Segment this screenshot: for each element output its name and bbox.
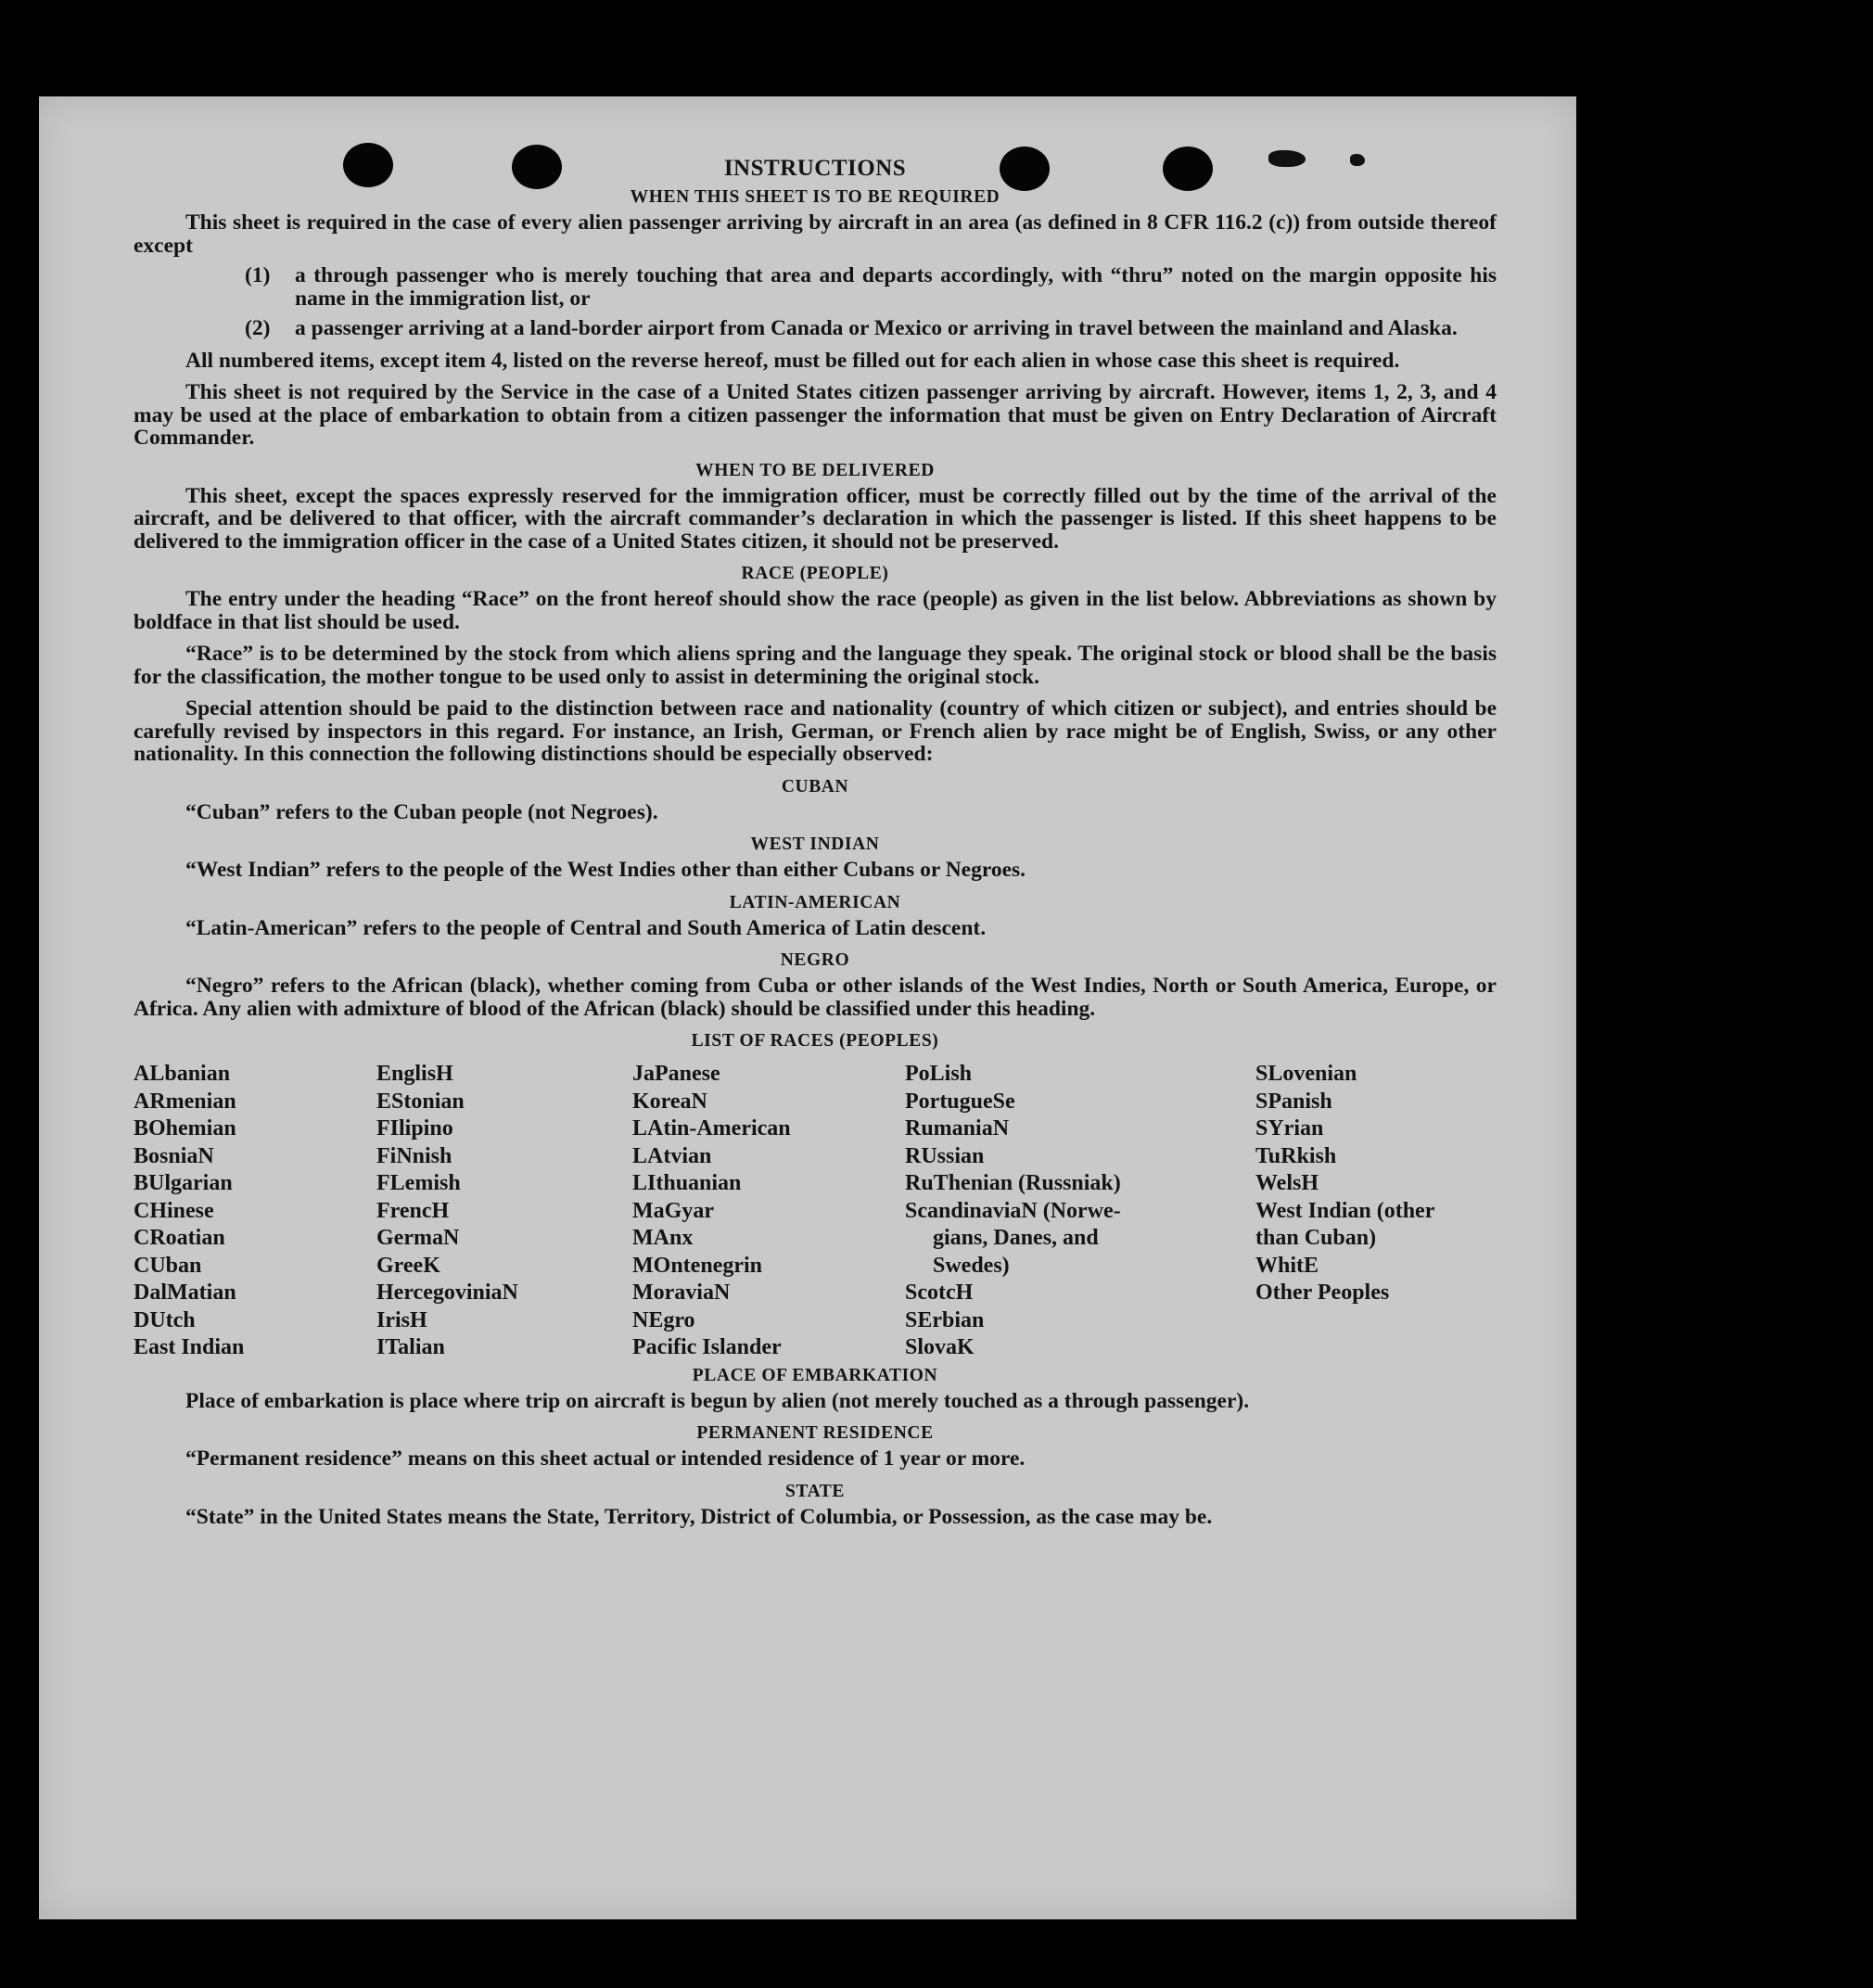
race-entry: MaGyar [632, 1198, 714, 1223]
race-entry: LIthuanian [632, 1171, 742, 1195]
delivered-paragraph: This sheet, except the spaces expressly reserved for the immigration officer, must be correctly filled out by the time of the arrival of the aircraft, and be delivered to that officer, with the aircraft commander’s declaration in which the passenger is listed. If this sheet happens to be delivered to the immigration officer in the case of a United States citizen, it should not be preserved. [134, 483, 1497, 554]
citizen-paragraph: This sheet is not required by the Service in the case of a United States citizen passenger arriving by aircraft. However, items 1, 2, 3, and 4 may be used at the place of embarkation to obtain from a citizen passenger the information that must be given on Entry Declaration of Aircraft Commander. [134, 380, 1497, 450]
races-column-4 [905, 1061, 1255, 1362]
latin-american-definition: “Latin-American” refers to the people of Central and South America of Latin descent. [185, 915, 987, 940]
race-entry: RumaniaN [905, 1116, 1010, 1141]
section-heading-residence: PERMANENT RESIDENCE [696, 1423, 934, 1443]
section-heading-negro: NEGRO [780, 950, 850, 970]
race-entry: ScotcH [905, 1281, 974, 1305]
race-entry: CUban [134, 1253, 202, 1278]
instructions-content [134, 154, 1497, 1528]
race-entry: IrisH [376, 1307, 427, 1332]
race-entry: WhitE [1255, 1253, 1319, 1278]
race-entry: BosniaN [134, 1143, 214, 1168]
race-entry: HercegovinіaN [376, 1281, 518, 1305]
exception-item [245, 264, 1497, 310]
race-entry: FLemish [376, 1171, 461, 1195]
race-entry: LAtin-American [632, 1116, 791, 1141]
race-entry: ALbanian [134, 1062, 231, 1086]
section-heading-west-indian: WEST INDIAN [750, 835, 880, 854]
section-heading-cuban: CUBAN [781, 776, 849, 796]
race-entry: WelsH [1255, 1171, 1319, 1195]
race-entry: SErbian [905, 1307, 985, 1332]
race-entry: SYrian [1255, 1116, 1324, 1141]
race-entry: DUtch [134, 1307, 196, 1332]
section-heading-latin-american: LATIN-AMERICAN [729, 892, 901, 912]
race-entry: MAnx [632, 1226, 694, 1250]
exception-number: (1) [245, 263, 271, 287]
page-title: INSTRUCTIONS [723, 156, 907, 181]
race-entry: FiNnish [376, 1143, 452, 1168]
section-heading-embarkation: PLACE OF EMBARKATION [692, 1365, 938, 1385]
race-entry: West Indian (other [1255, 1198, 1435, 1223]
section-heading-state: STATE [784, 1481, 846, 1501]
race-entry-continued: gians, Danes, and [933, 1226, 1099, 1250]
race-entry: SPanish [1255, 1089, 1332, 1114]
negro-definition: “Negro” refers to the African (black), whether coming from Cuba or other islands of the West Indies, North or South America, Europe, or Africa. Any alien with admixture of blood of the African (black) should be classified under this heading. [134, 974, 1497, 1021]
race-entry: NEgro [632, 1307, 695, 1332]
race-entry: BOhemian [134, 1116, 236, 1141]
exception-text: a through passenger who is merely touching that area and departs accordingly, with “thru” noted on the margin opposite his name in the immigration list, or [295, 263, 1497, 311]
race-entry: EnglisH [376, 1062, 453, 1086]
section-heading-race: RACE (PEOPLE) [741, 564, 889, 583]
race-paragraph-3: Special attention should be paid to the distinction between race and nationality (country of which citizen or subject), and entries should be carefully revised by inspectors in this regard. For instance, an Irish, German, or French alien by race might be of English, Swiss, or any other nationality. In this connection the following distinctions should be especially observed: [134, 696, 1497, 766]
race-entry: JaPanese [632, 1062, 720, 1086]
race-entry-continued: Swedes) [933, 1253, 1010, 1278]
race-entry: RUssian [905, 1143, 985, 1168]
races-column-3 [632, 1061, 905, 1362]
section-heading-races-list: LIST OF RACES (PEOPLES) [691, 1031, 939, 1051]
race-entry: MoraviaN [632, 1281, 731, 1305]
west-indian-definition: “West Indian” refers to the people of the West Indies other than either Cubans or Negroes. [185, 858, 1026, 882]
race-entry: FrencH [376, 1198, 450, 1223]
race-entry: KoreaN [632, 1089, 707, 1114]
race-paragraph-1: The entry under the heading “Race” on the front hereof should show the race (people) as given in the list below. Abbreviations as shown by boldface in that list should be used. [134, 587, 1497, 634]
race-entry: ScandinaviaN (Norwe- [905, 1198, 1121, 1223]
race-entry: RuThenian (Russniak) [905, 1171, 1121, 1195]
race-entry: MOntenegrin [632, 1253, 762, 1278]
race-entry: Pacific Islander [632, 1335, 782, 1359]
race-entry: Other Peoples [1255, 1281, 1390, 1305]
race-entry: TuRkish [1255, 1143, 1337, 1168]
race-entry: PoLish [905, 1062, 973, 1086]
race-entry: East Indian [134, 1335, 245, 1359]
state-definition: “State” in the United States means the State, Territory, District of Columbia, or Possession, as the case may be. [185, 1504, 1213, 1529]
numbered-items-paragraph: All numbered items, except item 4, listed on the reverse hereof, must be filled out for each alien in whose case this sheet is required. [185, 348, 1400, 373]
embarkation-definition: Place of embarkation is place where trip on aircraft is begun by alien (not merely touched as a through passenger). [185, 1388, 1250, 1413]
races-column-1 [134, 1061, 376, 1362]
race-entry: CHinese [134, 1198, 214, 1223]
exception-text: a passenger arriving at a land-border airport from Canada or Mexico or arriving in travel between the mainland and Alaska. [295, 316, 1458, 340]
races-column-2 [376, 1061, 632, 1362]
section-heading-required: WHEN THIS SHEET IS TO BE REQUIRED [630, 187, 1000, 207]
race-entry: SLovenian [1255, 1062, 1357, 1086]
required-intro: This sheet is required in the case of every alien passenger arriving by aircraft in an area (as defined in 8 CFR 116.2 (c)) from outside thereof except [134, 210, 1497, 258]
residence-definition: “Permanent residence” means on this sheet actual or intended residence of 1 year or more. [185, 1446, 1026, 1471]
race-entry: FIlipino [376, 1116, 453, 1141]
race-entry: ARmenian [134, 1089, 236, 1114]
race-entry: GermaN [376, 1226, 460, 1250]
races-list [134, 1061, 1497, 1362]
document-sheet [39, 96, 1576, 1919]
race-entry: EStonian [376, 1089, 465, 1114]
race-entry: DalMatian [134, 1281, 236, 1305]
race-entry: PortugueSe [905, 1089, 1015, 1114]
race-entry: CRoatian [134, 1226, 225, 1250]
races-column-5 [1255, 1061, 1497, 1362]
race-entry: BUlgarian [134, 1171, 233, 1195]
race-entry: LAtvian [632, 1143, 712, 1168]
section-heading-delivered: WHEN TO BE DELIVERED [695, 460, 935, 480]
exception-item [245, 317, 1497, 340]
exception-number: (2) [245, 316, 271, 340]
race-entry: ITalian [376, 1335, 445, 1359]
cuban-definition: “Cuban” refers to the Cuban people (not Negroes). [185, 799, 658, 824]
race-entry-continued: than Cuban) [1255, 1226, 1377, 1250]
race-entry: GreeK [376, 1253, 440, 1278]
race-paragraph-2: “Race” is to be determined by the stock from which aliens spring and the language they speak. The original stock or blood shall be the basis for the classification, the mother tongue to be used only to assist in determining the original stock. [134, 642, 1497, 689]
race-entry: SlovaK [905, 1335, 975, 1359]
